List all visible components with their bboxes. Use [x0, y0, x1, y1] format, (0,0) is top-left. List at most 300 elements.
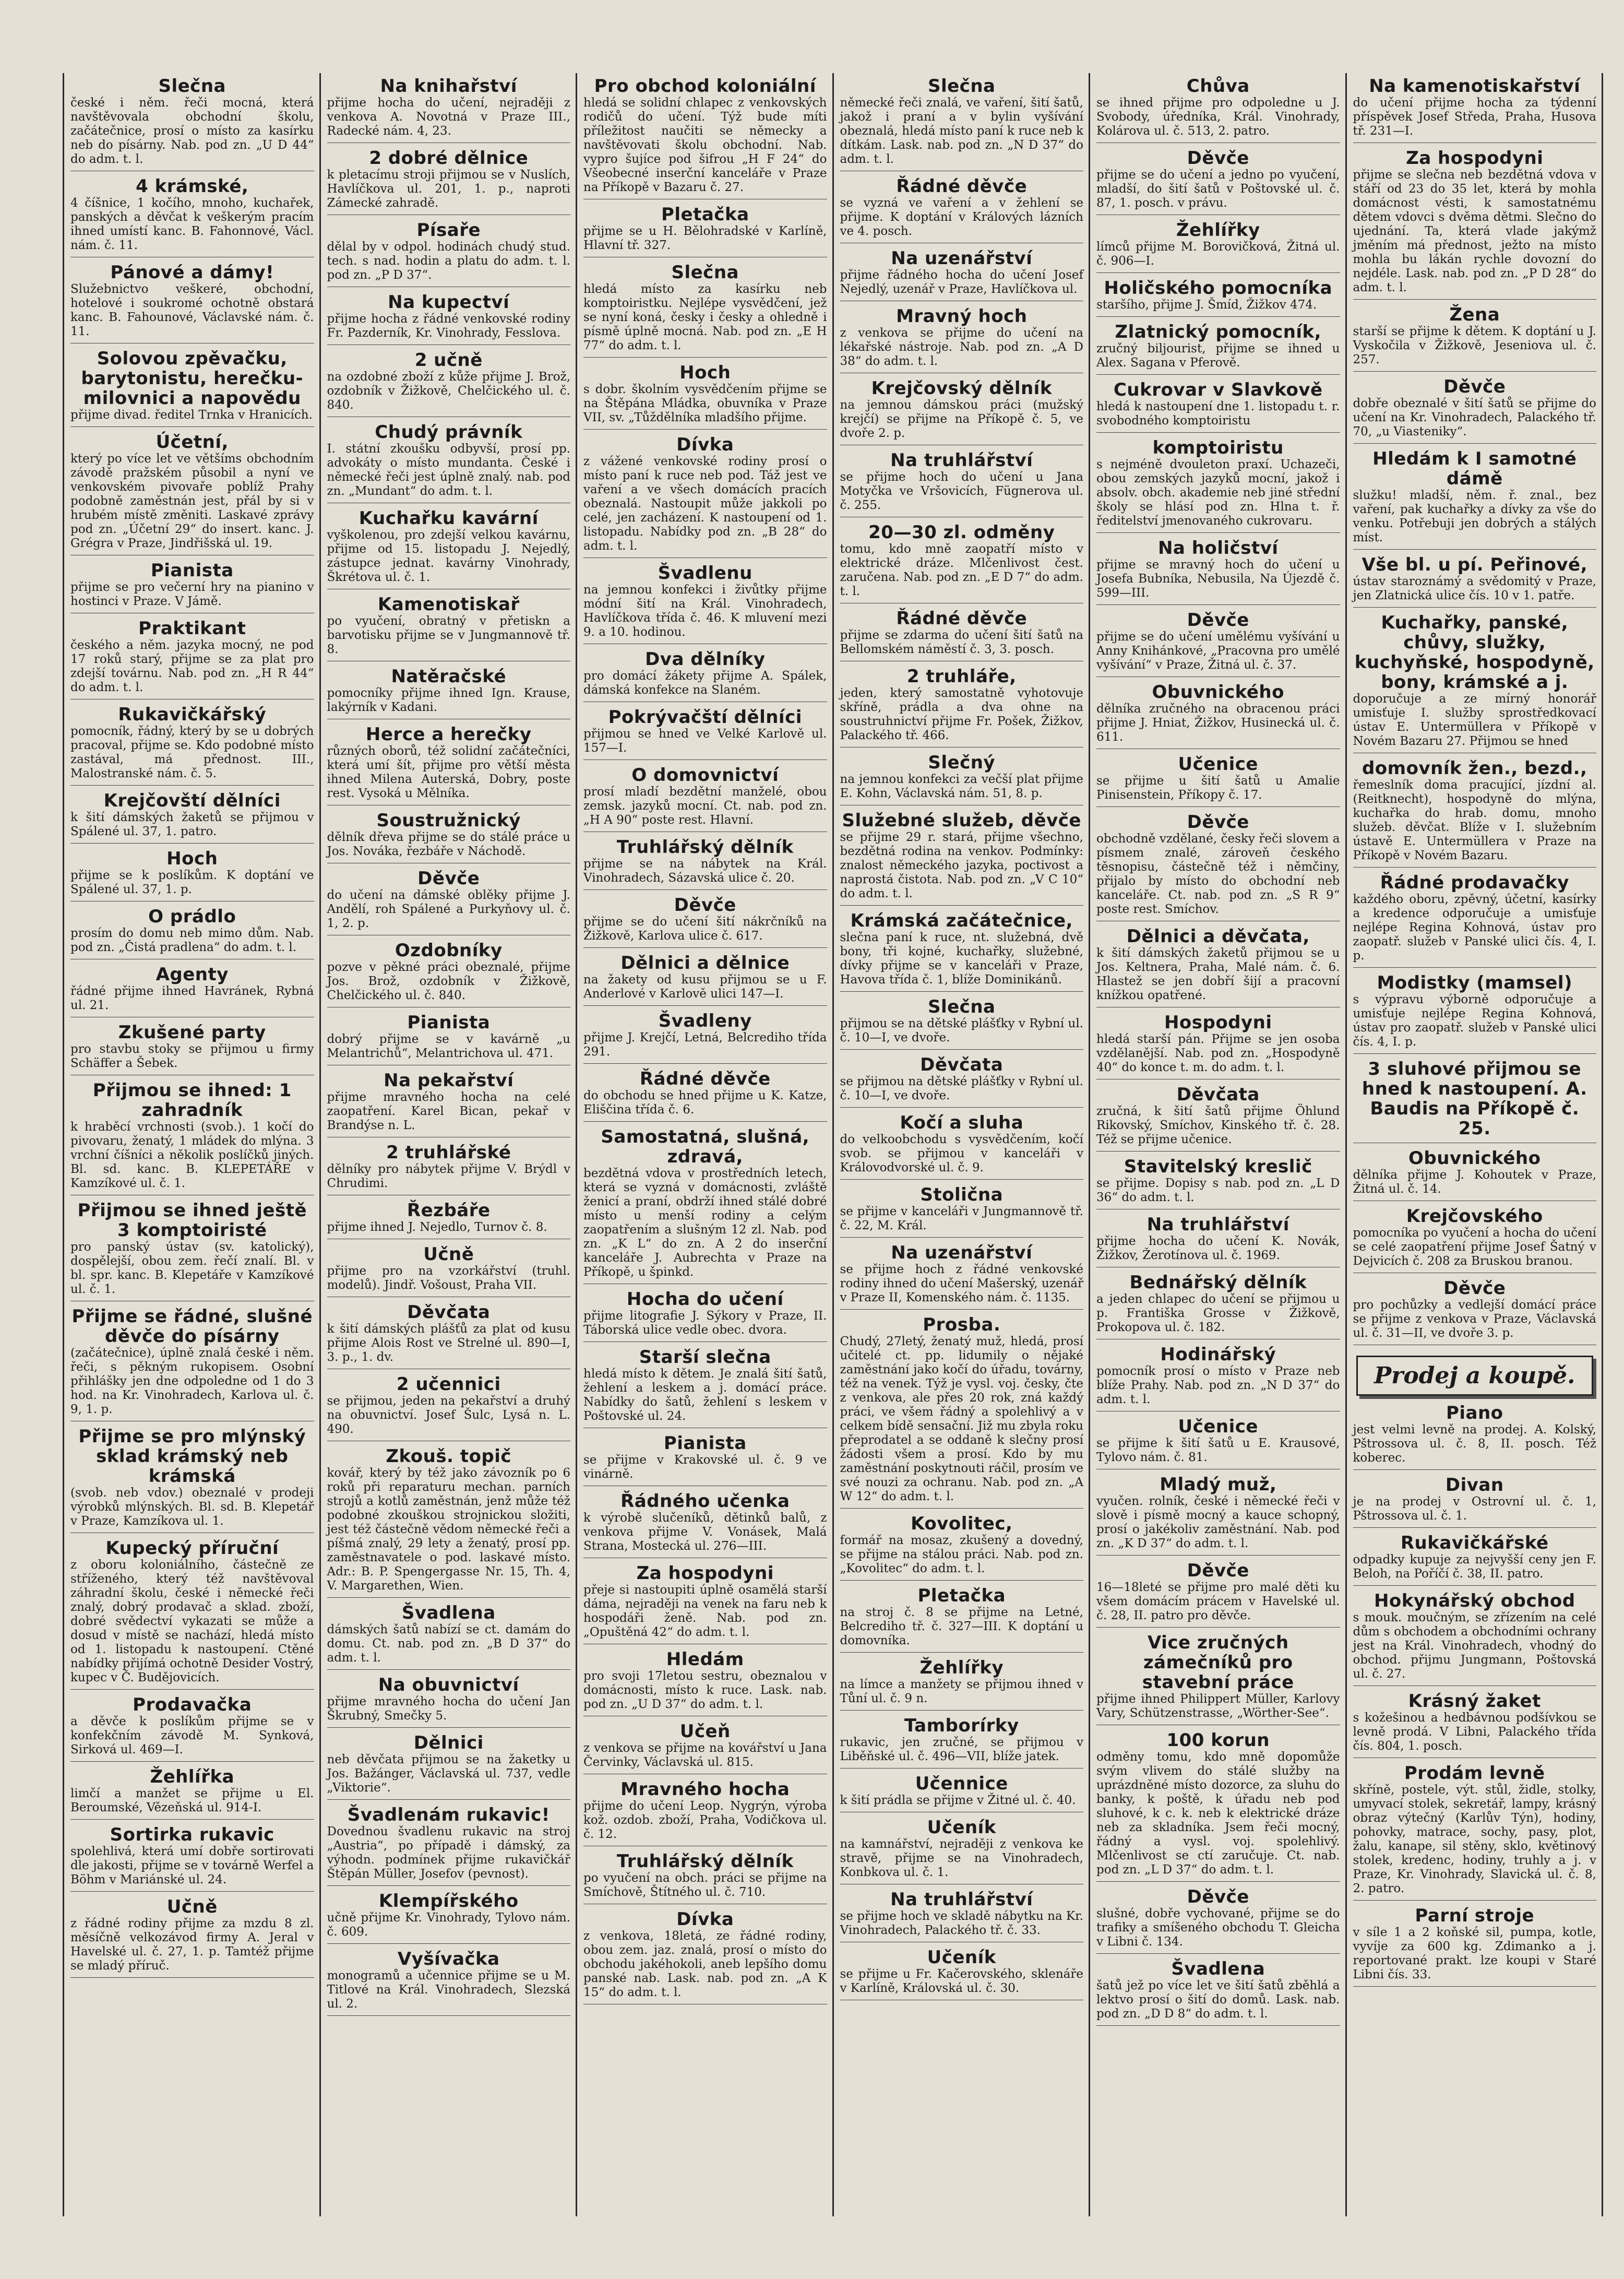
ad-text: slušné, dobře vychované, přijme se do trafiky a smíšeného obchodu T. Gleicha v Libni č. 134.	[1096, 1907, 1340, 1949]
ad-text: do učení přijme hocha za týdenní příspěvek Josef Středa, Praha, Husova tř. 231—I.	[1353, 96, 1596, 138]
ad-text: límců přijme M. Borovičková, Žitná ul. č. 906—I.	[1096, 240, 1340, 268]
classified-ad	[70, 1825, 314, 1892]
classified-ad	[583, 205, 827, 257]
ad-heading: Slečna	[158, 76, 226, 97]
ad-text: je na prodej v Ostrovní ul. č. 1, Pštrossova ul. č. 1.	[1353, 1495, 1596, 1523]
ad-heading: Bednářský dělník	[1129, 1272, 1307, 1293]
ad-heading: Parní stroje	[1415, 1905, 1535, 1926]
ad-heading: Hledám k I samotné dámě	[1372, 448, 1577, 489]
ad-heading: Sortirka rukavic	[110, 1824, 274, 1845]
classified-ad	[840, 176, 1084, 243]
ad-heading: Mravného hocha	[620, 1779, 790, 1800]
ad-text: přijme se do učení umělému vyšívání u Anny Knihánkové, „Pracovna pro umělé vyšívání“ v Praze, Žitná ul. č. 37.	[1096, 630, 1340, 672]
ad-text: se přijme 29 r. stará, přijme všechno, bezdětná rodina na venkov. Podmínky: znalost německého jazyka, poctivost a naprostá čistota. Nab. pod zn. „V C 10“ do adm. t. l.	[840, 830, 1083, 900]
ad-heading: Žehlířky	[920, 1657, 1004, 1678]
classified-column-6	[1347, 73, 1604, 2216]
classified-ad	[327, 1446, 571, 1598]
ad-heading: Truhlářský dělník	[616, 837, 794, 858]
classified-ad	[1096, 538, 1340, 605]
ad-heading: Krásný žaket	[1408, 1691, 1541, 1712]
classified-ad	[1096, 1157, 1340, 1209]
ad-text: po vyučení na obch. práci se přijme na Smíchově, Štítného ul. č. 710.	[583, 1871, 827, 1899]
ad-heading: Učně	[423, 1244, 474, 1265]
ad-text: zručný biljourist, přijme se ihned u Alex. Sagana v Pferově.	[1096, 342, 1340, 370]
ad-heading: 2 truhlářské	[386, 1142, 511, 1163]
classified-ad	[70, 1427, 314, 1533]
ad-text: jeden, který samostatně vyhotovuje skříně, prádla a dva ohne na soustruhnictví přijme Fr. Pošek, Žižkov, Palackého tř. 466.	[840, 686, 1083, 742]
ad-text: se přijme hoch z řádné venkovské rodiny ihned do učení Mašerský, uzenář v Praze II, Komenského nám. č. 1135.	[840, 1263, 1083, 1304]
classified-ad	[840, 997, 1084, 1050]
ad-heading: Řádné děvče	[639, 1069, 771, 1089]
ad-text: hledá místo k dětem. Je znalá šití šatů, žehlení a leskem a j. domácí práce. Nabídky do šatů, žehlení s leskem v Poštovské ul. 24.	[583, 1367, 827, 1423]
classified-ad	[1353, 305, 1597, 372]
ad-text: formář na mosaz, zkušený a dovedný, se přijme na stálou práci. Nab. pod zn. „Kovolitec“ do adm. t. l.	[840, 1534, 1083, 1575]
ad-heading: Prodám levně	[1404, 1763, 1545, 1784]
classified-ad	[840, 667, 1084, 747]
ad-text: k výrobě slučeníků, dětinků balů, z venkova přijme V. Vonásek, Malá Strana, Mostecká ul. 276—III.	[583, 1511, 827, 1553]
ad-text: prosím do domu neb mimo dům. Nab. pod zn. „Čistá pradlena“ do adm. t. l.	[70, 927, 314, 954]
ad-text: přijme řádného hocha do učení Josef Nejedlý, uzenář v Praze, Havlíčkova ul.	[840, 268, 1083, 296]
classified-ad	[840, 609, 1084, 661]
classified-ad	[840, 1890, 1084, 1942]
ad-heading: Švadleny	[658, 1011, 752, 1031]
classified-ad	[840, 378, 1084, 445]
classified-ad	[583, 895, 827, 948]
ad-heading: Řádné děvče	[896, 176, 1028, 197]
classified-ad	[1096, 682, 1340, 749]
ad-heading: Rukavičkářské	[1400, 1533, 1549, 1553]
ad-heading: Na knihařství	[380, 76, 517, 97]
ad-heading: Účetní,	[156, 432, 229, 453]
classified-ad	[840, 306, 1084, 373]
classified-ad	[70, 176, 314, 257]
ad-text: k šití dámských žaketů přijmou se u Jos. Keltnera, Praha, Malé nám. č. 6. Hlastež se jen dobří šijí a pracovní knížkou opatřené.	[1096, 946, 1340, 1002]
ad-heading: Rukavičkářský	[118, 704, 267, 725]
ad-text: pomocník prosí o místo v Praze neb blíže Prahy. Nab. pod zn. „N D 37“ do adm. t. l.	[1096, 1364, 1340, 1406]
ad-text: různých oborů, též solidní začátečníci, která umí šít, přijme pro větší města ihned Milena Auterská, Dobry, poste rest. Vysoká u Mělníka.	[327, 744, 570, 800]
classified-ad	[1096, 1273, 1340, 1339]
ad-heading: Děvče	[674, 895, 736, 916]
ad-heading: Přijmou se ihned ještě 3 komptoiristé	[77, 1200, 307, 1241]
ad-text: na límce a manžety se přijmou ihned v Tůní ul. č. 9 n.	[840, 1678, 1083, 1705]
ad-text: do učení na dámské oblěky přijme J. Andělí, roh Spálené a Purkyňovy ul. č. 1, 2. p.	[327, 888, 570, 930]
ad-text: na jemnou konfekci i živůtky přijme módní šití na Král. Vinohradech, Havlíčkova třída č. 46. K mluvení mezi 9. a 10. hodinou.	[583, 583, 827, 639]
ad-text: přijme mravného hocha do učení Jan Škrubný, Smečky 5.	[327, 1695, 570, 1723]
ad-text: na ozdobné zboží z kůže přijme J. Brož, ozdobník v Žižkově, Chelčického ul. č. 840.	[327, 370, 570, 412]
classified-ad	[840, 76, 1084, 171]
ad-text: se přijme k šití šatů u E. Krausové, Tylovo nám. č. 81.	[1096, 1437, 1340, 1464]
classified-ad	[1096, 1475, 1340, 1556]
classified-ad	[583, 76, 827, 199]
ad-text: dělníka zručného na obracenou práci přijme J. Hniat, Žižkov, Husinecká ul. č. 611.	[1096, 702, 1340, 744]
ad-text: hledá se solidní chlapec z venkovských rodičů do učení. Týž bude míti příležitost naučiti se německy a navštěvovati školu obchodní. Nab. vypro šujíce pod šifrou „H F 24“ do Všeobecné inserční kanceláře v Praze na Příkopě v Bazaru č. 27.	[583, 96, 827, 194]
classified-ad	[840, 1716, 1084, 1768]
ad-text: spolehlivá, která umí dobře sortirovati dle jakosti, přijme se v továrně Werfel a Böhm v Mariánské ul. 24.	[70, 1845, 314, 1886]
ad-heading: Děvče	[1443, 376, 1506, 397]
classified-ad	[583, 263, 827, 358]
ad-heading: Učenice	[1178, 1416, 1258, 1437]
ad-heading: Obuvnického	[1408, 1148, 1541, 1169]
ad-heading: Klempířského	[378, 1891, 519, 1912]
classified-ad	[1096, 1730, 1340, 1882]
ad-heading: Dva dělníky	[645, 649, 766, 670]
ad-text: odpadky kupuje za nejvyšší ceny jen F. Beloh, na Poříčí č. 38, II. patro.	[1353, 1553, 1596, 1581]
ad-text: přijme hocha z řádné venkovské rodiny Fr. Pazderník, Kr. Vinohrady, Fesslova.	[327, 312, 570, 340]
classified-ad	[70, 1695, 314, 1762]
ad-text: se přijme hoch ve skladě nábytku na Kr. Vinohradech, Palackého tř. č. 33.	[840, 1909, 1083, 1937]
ad-heading: komptoiristu	[1152, 437, 1284, 458]
ad-heading: Slečna	[927, 996, 996, 1017]
ad-heading: Natěračské	[391, 666, 507, 687]
ad-heading: Švadlenám rukavic!	[347, 1805, 550, 1825]
ad-heading: Modistky (mamsel)	[1377, 972, 1573, 993]
ad-text: učně přijme Kr. Vinohrady, Tylovo nám. č. 609.	[327, 1911, 570, 1939]
ad-text: přijme se k poslíkům. K doptání ve Spálené ul. 37, 1. p.	[70, 869, 314, 896]
ad-heading: Pro obchod koloniální	[594, 76, 816, 97]
ad-heading: 2 truhláře,	[906, 666, 1017, 687]
classified-ad	[1096, 1959, 1340, 2026]
ad-text: služku! mladší, něm. ř. znal., bez vaření, pak kuchařky a dívky za vše do venku. Potřebuji jen dobrých a stálých míst.	[1353, 489, 1596, 544]
classified-ad	[583, 1851, 827, 1904]
classified-ad	[327, 220, 571, 287]
classified-ad	[70, 432, 314, 555]
classified-ad	[1353, 1691, 1597, 1758]
ad-heading: Hoch	[166, 848, 218, 869]
ad-text: pro pochůzky a vedlejší domácí práce se přijme z venkova v Praze, Václavská ul. č. 31—II, ve dvoře 3. p.	[1353, 1298, 1596, 1340]
ad-text: starší se přijme k dětem. K doptání u J. Vyskočila v Žižkově, Jeseniova ul. č. 257.	[1353, 325, 1596, 366]
ad-text: se přijme u šití šatů u Amalie Pinisenstein, Příkopy č. 17.	[1096, 774, 1340, 802]
classified-ad	[1096, 754, 1340, 807]
classified-ad	[840, 1948, 1084, 2000]
classified-ad	[327, 869, 571, 935]
classified-ad	[327, 595, 571, 661]
classified-ad	[70, 76, 314, 171]
classified-ad	[583, 765, 827, 832]
ad-heading: Kuchařku kavární	[359, 508, 539, 529]
ad-heading: Řezbáře	[407, 1200, 491, 1221]
classified-ad	[327, 1675, 571, 1728]
ad-text: odměny tomu, kdo mně dopomůže svým vlivem do stálé služby na uprázdněné místo dozorce, za sluhu do banky, k poště, k úřadu neb pod sluhové, k c. k. neb k elektrické dráze neb za skladníka. Jsem řeči mocný, řádný a vysl. voj. spolehlivý. Mlčenlivost se ctí zaručuje. Ct. nab. pod zn. „L D 37“ do adm. t. l.	[1096, 1750, 1340, 1877]
ad-text: 4 číšnice, 1 kočího, mnoho, kuchařek, panských a děvčat k veškerým pracím ihned umístí kanc. B. Fahonnové, Václ. nám. č. 11.	[70, 196, 314, 252]
classified-ad	[583, 363, 827, 430]
classified-ad	[1096, 278, 1340, 317]
ad-heading: Děvče	[1187, 1560, 1249, 1581]
classified-ad	[1353, 1763, 1597, 1901]
ad-text: každého oboru, zpěvný, účetní, kasírky a kredence odporučuje a umisťuje nejlépe Regina Kohnová, ústav pro zaopatř. služeb v Panské ulici čís. 4, I. p.	[1353, 893, 1596, 963]
ad-text: pro stavbu stoky se přijmou u firmy Schäffer a Šebek.	[70, 1042, 314, 1070]
classified-ad	[327, 1949, 571, 2016]
ad-text: dámských šatů nabízí se ct. damám do domu. Ct. nab. pod zn. „B D 37“ do adm. t. l.	[327, 1623, 570, 1665]
classified-ad	[840, 248, 1084, 301]
ad-text: přijme hocha do učení K. Novák, Žižkov, Žerotínova ul. č. 1969.	[1096, 1235, 1340, 1262]
ad-text: tomu, kdo mně zaopatří místo v elektrické dráze. Mlčenlivost čest. zaručena. Nab. pod zn. „E D 7“ do adm. t. l.	[840, 542, 1083, 598]
ad-heading: Divan	[1445, 1475, 1504, 1495]
classified-ad	[583, 837, 827, 890]
ad-heading: Prodavačka	[133, 1694, 252, 1715]
ad-text: dobrý přijme se v kavárně „u Melantrichů“, Melantrichova ul. 471.	[327, 1032, 570, 1060]
ad-heading: Děvče	[1187, 812, 1249, 833]
classified-ad	[840, 1243, 1084, 1310]
classified-ad	[583, 1563, 827, 1644]
ad-text: k šití dámských plášťů za plat od kusu přijme Alois Rost ve Strelné ul. 890—I, 3. p., 1. dv.	[327, 1322, 570, 1364]
ad-text: přijme se do učení a jedno po vyučení, mladší, do šití šatů v Poštovské ul. č. 87, 1. posch. v právu.	[1096, 168, 1340, 210]
ad-text: s výpravu výborně odporučuje a umisťuje nejlépe Regina Kohnová, ústav pro zaopatř. služeb v Panské ulici čís. 4, I. p.	[1353, 993, 1596, 1049]
ad-heading: Služebné služeb, děvče	[842, 810, 1081, 831]
ad-text: ústav staroznámý a svědomitý v Praze, jen Zlatnická ulice čís. 10 v 1. patře.	[1353, 575, 1596, 602]
ad-text: české i něm. řeči mocná, která navštěvovala obchodní školu, začátečnice, prosí o místo za kasírku neb do písárny. Nab. pod zn. „U D 44“ do adm. t. l.	[70, 96, 314, 166]
classified-ad	[1096, 1013, 1340, 1079]
ad-heading: Pianista	[663, 1433, 747, 1454]
ad-heading: Učenice	[1178, 754, 1258, 775]
classified-ad	[583, 1491, 827, 1558]
ad-text: na stroj č. 8 se přijme na Letné, Belcrediho tř. č. 327—III. K doptání u domovníka.	[840, 1606, 1083, 1647]
classified-ad	[583, 1127, 827, 1284]
classified-ad	[583, 1347, 827, 1428]
ad-text: na žakety od kusu přijmou se u F. Anderlové v Karlově ulici 147—I.	[583, 973, 827, 1001]
classified-ad	[327, 1374, 571, 1441]
classified-ad	[70, 1538, 314, 1690]
ad-heading: Kovolitec,	[911, 1513, 1013, 1534]
classified-ad	[583, 1011, 827, 1064]
ad-heading: Dělnici a dělnice	[620, 953, 790, 974]
ad-text: dělník dřeva přijme se do stálé práce u Jos. Nováka, řezbáře v Náchodě.	[327, 830, 570, 858]
ad-text: slečna paní k ruce, nt. služebná, dvě bony, tři kojné, kuchařky, služebné, dívky přijme se v kanceláři v Praze, Havova třída č. 1, blíže Dominikánů.	[840, 931, 1083, 987]
classified-ad	[583, 435, 827, 558]
ad-text: hledá k nastoupení dne 1. listopadu t. r. svobodného komptoiristu	[1096, 400, 1340, 428]
ad-text: přijme ihned Philippert Müller, Karlovy Vary, Schützenstrasse, „Wörther-See“.	[1096, 1692, 1340, 1720]
classified-ad	[327, 1891, 571, 1944]
ad-text: pomocníka po vyučení a hocha do učení se celé zaopatření přijme Josef Šatný v Dejvicích č. 208 za Bruskou branou.	[1353, 1226, 1596, 1268]
classified-ad	[1096, 1085, 1340, 1152]
ad-text: přijmou se hned ve Velké Karlově ul. 157—I.	[583, 727, 827, 755]
ad-heading: Pletačka	[917, 1585, 1006, 1606]
classified-ad	[327, 1244, 571, 1297]
classified-column-3	[577, 73, 834, 2216]
ad-heading: Pokrývačští dělníci	[608, 707, 802, 728]
ad-heading: Přijme se řádné, slušné děvče do písárny	[71, 1306, 313, 1347]
ad-text: 16—18leté se přijme pro malé děti ku všem domácím prácem v Havelské ul. č. 28, II. patro pro děvče.	[1096, 1581, 1340, 1622]
ad-text: pro svoji 17letou sestru, obeznalou v domácnosti, místo k ruce. Lask. nab. pod zn. „U D 37“ do adm. t. l.	[583, 1669, 827, 1711]
classified-ad	[1353, 1206, 1597, 1273]
classified-ad	[327, 350, 571, 417]
ad-heading: Kupecký příruční	[105, 1538, 279, 1559]
ad-heading: Učně	[166, 1896, 218, 1917]
ad-heading: Pianista	[407, 1012, 491, 1033]
ad-text: s mouk. moučným, se zřízením na celé dům s obchodem a obchodními ochrany jest na Král. Vinohradech, vhodný do obchod. přijmu Jungmann, Poštovská ul. č. 27.	[1353, 1611, 1596, 1681]
classified-ad	[583, 1649, 827, 1716]
ad-text: jest velmi levně na prodej. A. Kolský, Pštrossova ul. č. 8, II. posch. Též koberec.	[1353, 1423, 1596, 1465]
ad-heading: Švadlenu	[658, 563, 753, 584]
ad-text: přijme litografie J. Sýkory v Praze, II. Táborská ulice vedle obec. dvora.	[583, 1309, 827, 1337]
ad-text: vyškolenou, pro zdejší velkou kavárnu, přijme od 15. listopadu J. Nejedlý, zástupce jednat. kavárny Vinohrady, Škrétova ul. č. 1.	[327, 528, 570, 584]
ad-text: přijme divad. ředitel Trnka v Hranicích.	[70, 408, 313, 422]
classified-ad	[327, 725, 571, 805]
classified-ad	[840, 450, 1084, 517]
ad-heading: Na obuvnictví	[378, 1675, 519, 1695]
classified-ad	[1096, 76, 1340, 143]
ad-text: přeje si nastoupiti úplně osamělá starší dáma, nejraději na venek na faru neb k hospodáři ženě. Nab. pod zn. „Opuštěná 42“ do adm. t. l.	[583, 1583, 827, 1639]
ad-heading: Chůva	[1186, 76, 1250, 97]
ad-heading: Hocha do učení	[626, 1289, 784, 1310]
ad-text: dělníka přijme J. Kohoutek v Praze, Žitná ul. č. 14.	[1353, 1168, 1596, 1196]
ad-heading: Mladý muž,	[1160, 1474, 1277, 1495]
classified-ad	[327, 422, 571, 503]
ad-heading: O domovnictví	[631, 765, 779, 786]
classified-ad	[1096, 610, 1340, 677]
ad-text: na kamnářství, nejraději z venkova ke stravě, přijme se na Vinohradech, Konbkova ul. č. 1.	[840, 1837, 1083, 1879]
ad-heading: Truhlářský dělník	[616, 1851, 794, 1872]
ad-heading: Vyšívačka	[397, 1949, 500, 1969]
classified-ad	[840, 1185, 1084, 1238]
ad-text: přijme pro na vzorkářství (truhl. modelů). Jindř. Vošoust, Praha VII.	[327, 1264, 570, 1292]
classified-ad	[1096, 1633, 1340, 1725]
ad-heading: Cukrovar v Slavkově	[1113, 379, 1323, 400]
ad-heading: Kamenotiskař	[377, 594, 520, 615]
ad-text: hledá místo za kasírku neb komptoiristku. Nejlépe vysvědčení, jež se nyní koná, česky i česky a ohledně i písmě úplně mocná. Nab. pod zn. „E H 77“ do adm. t. l.	[583, 282, 827, 352]
classified-ad	[840, 811, 1084, 906]
classified-ad	[583, 1909, 827, 2004]
ad-text: přijme se slečna neb bezdětná vdova v stáří od 23 do 35 let, která by mohla domácnost vésti, k samostatnému dětem vdovci s dvěma dětmi. Slečno do ujednání. Ta, která vlade jakýmž jměním má přednost, ježto na místo mohla bu lákán rychle dovozní do nejdéle. Lask. nab. pod zn. „P D 28“ do adm. t. l.	[1353, 168, 1596, 294]
ad-heading: Soustružnický	[376, 810, 521, 831]
ad-heading: Krámská začátečnice,	[850, 910, 1073, 931]
ad-text: přijme J. Krejčí, Letná, Belcrediho třída 291.	[583, 1031, 827, 1059]
ad-text: se přijmou na dětské plášťky v Rybní ul. č. 10—I, ve dvoře.	[840, 1075, 1083, 1102]
ad-text: vyučen. rolník, české i německé řeči v slově i písmě mocný a kauce schopný, prosí o jakékoliv zaměstnání. Nab. pod zn. „K D 37“ do adm. t. l.	[1096, 1494, 1340, 1550]
ad-text: bezdětná vdova v prostředních letech, která se vyzná v domácnosti, zvláště ženicí a praní, obdrží ihned stálé dobré místo u menší rodiny a celým zaopatřením a slušným 12 zl. Nab. pod zn. „K L“ do zn. A 2 do inserční kanceláře J. Aubrechta v Praze na Příkopě, u špinkd.	[583, 1167, 827, 1279]
ad-heading: 20—30 zl. odměny	[868, 522, 1055, 543]
ad-heading: Učeník	[927, 1947, 996, 1968]
ad-text: kovář, který by též jako závozník po 6 roků při reparaturu mechan. parních strojů a kotlů zaměstnán, jenž může též podobné zkouškou strojnickou složiti, jest též částečně vědom německé řeči a píšmá znalý, 29 lety a ženatý, prosí pp. zaměstnavatele o pod. laskavé místo. Adr.: B. P. Spengergasse Nr. 15, Th. 4, V. Margarethen, Wien.	[327, 1466, 570, 1593]
classified-ad	[70, 619, 314, 699]
ad-heading: Ozdobníky	[395, 940, 503, 961]
ad-text: přijme hocha do učení, nejraději z venkova A. Novotná v Praze III., Radecké nám. 4, 23.	[327, 96, 570, 138]
ad-text: pro domácí žákety přijme A. Spálek, dámská konfekce na Slaném.	[583, 669, 827, 697]
classified-ad	[1096, 380, 1340, 433]
ad-heading: Děvče	[1187, 1886, 1249, 1907]
ad-text: se vyzná ve vaření a v žehlení se přijme. K doptání v Králových lázních ve 4. posch.	[840, 196, 1083, 238]
ad-heading: Na kupectví	[388, 292, 510, 313]
classified-ad	[1353, 973, 1597, 1054]
ad-text: na jemnou dámskou práci (mužský krejčí) se přijme na Příkopě č. 5, ve dvoře 2. p.	[840, 398, 1083, 440]
ad-text: přijme se pro večerní hry na pianino v hostinci v Praze. V Jámě.	[70, 580, 314, 608]
classified-ad	[70, 907, 314, 959]
ad-heading: Pletačka	[661, 204, 749, 225]
ad-text: pomocník, řádný, který by se u dobrých pracoval, přijme se. Kdo podobné místo zastával, má přednost. III., Malostranské nám. č. 5.	[70, 725, 314, 780]
classified-ad	[70, 263, 314, 343]
ad-text: (svob. neb vdov.) obeznalé v prodeji výrobků mlýnských. Bl. sd. B. Klepetář v Praze, Kamzíkova ul. 1.	[70, 1486, 314, 1528]
ad-heading: Hospodyni	[1164, 1012, 1272, 1033]
ad-text: českého a něm. jazyka mocný, ne pod 17 roků starý, přijme se za plat pro zdejší továrnu. Nab. pod zn. „H R 44“ do adm. t. l.	[70, 638, 314, 694]
classified-ad	[327, 811, 571, 863]
ad-heading: Slečný	[928, 752, 996, 773]
classified-ad	[70, 849, 314, 901]
classified-ad	[840, 1658, 1084, 1711]
ad-text: přijmou se na dětské plášťky v Rybní ul. č. 10—I, ve dvoře.	[840, 1017, 1083, 1044]
ad-text: z venkova se přijme na kovářství u Jana Červinky, Václavská ul. 815.	[583, 1741, 827, 1769]
ad-text: dobře obeznalé v šití šatů se přijme do učení na Kr. Vinohradech, Palackého tř. 70, „u Viasteniky“.	[1353, 397, 1596, 438]
ad-heading: Zlatnický pomocník,	[1115, 322, 1322, 342]
ad-heading: Tamborírky	[904, 1715, 1019, 1736]
ad-heading: Děvče	[1187, 148, 1249, 169]
classified-ad	[70, 1081, 314, 1195]
classified-ad	[1096, 812, 1340, 921]
classified-ad	[840, 1818, 1084, 1884]
ad-heading: Piano	[1446, 1403, 1503, 1423]
ad-heading: Učeník	[927, 1817, 996, 1838]
classified-ad	[583, 563, 827, 644]
ad-heading: 2 dobré dělnice	[369, 148, 529, 169]
ad-text: k hraběcí vrchnosti (svob.). 1 kočí do pivovaru, ženatý, 1 mládek do mlýna. 3 vrchní číšníci a několik poslíčků jiných. Bl. sd. kanc. B. KLEPETÁŘE v Kamzíkové ul. č. 1.	[70, 1120, 314, 1190]
classified-ad	[327, 1143, 571, 1195]
ad-text: pozve v pěkné práci obeznalé, přijme Jos. Brož, ozdobník v Žižkově, Chelčického ul. č. 840.	[327, 960, 570, 1002]
classified-ad	[1096, 1345, 1340, 1411]
ad-heading: 4 krámské,	[136, 176, 249, 197]
ad-text: přijme se zdarma do učení šití šatů na Bellomském náměstí č. 3, 3. posch.	[840, 628, 1083, 656]
classified-ad	[327, 1733, 571, 1800]
ad-heading: Starší slečna	[639, 1347, 771, 1368]
ad-heading: Učennice	[915, 1773, 1008, 1794]
classified-ad	[70, 1897, 314, 1978]
classified-ad	[1096, 1215, 1340, 1267]
ad-text: k šití dámských žaketů se přijmou v Spálené ul. 37, 1. patro.	[70, 811, 314, 838]
ad-heading: Na truhlářství	[1147, 1214, 1289, 1235]
ad-heading: Krejčovští dělníci	[103, 790, 281, 811]
classified-ad	[840, 753, 1084, 805]
ad-heading: Žehlířka	[150, 1766, 235, 1787]
ad-text: hledá starší pán. Přijme se jen osoba vzdělanější. Nab. pod zn. „Hospodyně 40“ do konce t. m. do adm. t. l.	[1096, 1032, 1340, 1074]
ad-heading: Praktikant	[138, 618, 246, 639]
ad-heading: Dělnici a děvčata,	[1126, 926, 1310, 947]
ad-heading: Na pekařství	[384, 1070, 514, 1091]
classified-ad	[1353, 1403, 1597, 1470]
ad-text: neb děvčata přijmou se na žaketky u Jos. Bažánger, Václavská ul. 737, vedle „Viktorie“.	[327, 1753, 570, 1795]
ad-text: limčí a manžet se přijme u El. Beroumské, Vězeňská ul. 914-I.	[70, 1787, 314, 1814]
ad-text: a jeden chlapec do učení se přijmou u p. Františka Grosse v Žižkově, Prokopova ul. č. 182.	[1096, 1292, 1340, 1334]
ad-text: do velkoobchodu s vysvědčením, kočí svob. se přijmou v kanceláři v Královodvorské ul. č. 9.	[840, 1133, 1083, 1174]
classified-ad	[583, 1779, 827, 1846]
ad-heading: Děvče	[1187, 610, 1249, 631]
ad-heading: Samostatná, slušná, zdravá,	[601, 1126, 810, 1167]
ad-heading: Holičského pomocníka	[1104, 278, 1333, 299]
ad-text: Chudý, 27letý, ženatý muž, hledá, prosí učitelé ct. pp. lidumily o nějaké zaměstnání jako kočí do úřadu, továrny, též na venek. Týž je vysl. voj. česky, čte z venkova, ale přes 20 rok, zná každý práci, ve všem řádný a spolehlivý a v celkem bídě sensační. Již mu zbyla roku přeprodatel a se oddaně k slečny prosí žádosti všem a prosí. Kdo by mu zaměstnání poskytnouti ráčil, prosím ve své nouzi za ochranu. Nab. pod zn. „A W 12“ do adm. t. l.	[840, 1335, 1083, 1503]
ad-text: německé řeči znalá, ve vaření, šití šatů, jakož i praní a v bylin vyšívání obeznalá, hledá místo paní k ruce neb k dítkám. Lask. nab. pod zn. „N D 37“ do adm. t. l.	[840, 96, 1083, 166]
classified-ad	[1096, 1417, 1340, 1469]
ad-heading: Na truhlářství	[890, 450, 1033, 471]
ad-text: k pletacímu stroji přijmou se v Nuslích, Havlíčkova ul. 201, 1. p., naproti Zámecké zahradě.	[327, 168, 570, 210]
ad-heading: Na kamenotiskařství	[1369, 76, 1581, 97]
classified-ad	[1096, 220, 1340, 273]
ad-text: I. státní zkoušku odbyvší, prosí pp. advokáty o místo mundanta. České i německé řeči jest úplně znalý. nab. pod zn. „Mundant“ do adm. t. l.	[327, 442, 570, 498]
ad-text: přijme se do učení šití nákrčníků na Žižkově, Karlova ulice č. 617.	[583, 915, 827, 943]
classified-ad	[1096, 1887, 1340, 1954]
ad-heading: Řádného učenka	[620, 1491, 790, 1512]
ad-text: přijme ihned J. Nejedlo, Turnov č. 8.	[327, 1220, 547, 1234]
ad-heading: O prádlo	[148, 906, 236, 927]
ad-text: který po více let ve většíms obchodním závodě pražském působil a nyní ve venkovském pivovaře poblíž Prahy podobně zaměstnán jest, přál by si v hrubém místě změniti. Laskavé zprávy pod zn. „Účetní 29“ do insert. kanc. J. Grégra v Praze, Jindřišská ul. 19.	[70, 452, 314, 550]
ad-text: Dovednou švadlenu rukavic na stroj „Austria“, po případě i dámský, za výhodn. podmínek přijme rukavičkář Štěpán Müller, Josefov (pevnost).	[327, 1825, 570, 1881]
classified-ad	[1096, 148, 1340, 215]
ad-text: skříně, postele, výt. stůl, židle, stolky, umyvací stolek, sekretář, lampy, krásný obraz výtečný (Karlův Týn), hodiny, pohovky, matrace, sochy, pasy, plot, žalu, kanape, sil stěny, sklo, květinový stolek, kredenc, hodiny, truhly a j. v Praze, Kr. Vinohrady, Slavická ul. č. 8, 2. patro.	[1353, 1783, 1596, 1895]
ad-heading: Písaře	[416, 220, 481, 241]
classified-ad	[583, 1722, 827, 1774]
ad-text: šatů jež po více let ve šití šatů zběhlá a lektvo prosí o šití do domů. Lask. nab. pod zn. „D D 8“ do adm. t. l.	[1096, 1979, 1340, 2021]
classified-ad	[327, 1013, 571, 1065]
classified-ad	[1096, 438, 1340, 533]
ad-heading: Učeň	[679, 1721, 731, 1742]
classified-ad	[70, 791, 314, 844]
classified-ad	[1353, 76, 1597, 143]
classified-ad	[327, 1201, 571, 1239]
